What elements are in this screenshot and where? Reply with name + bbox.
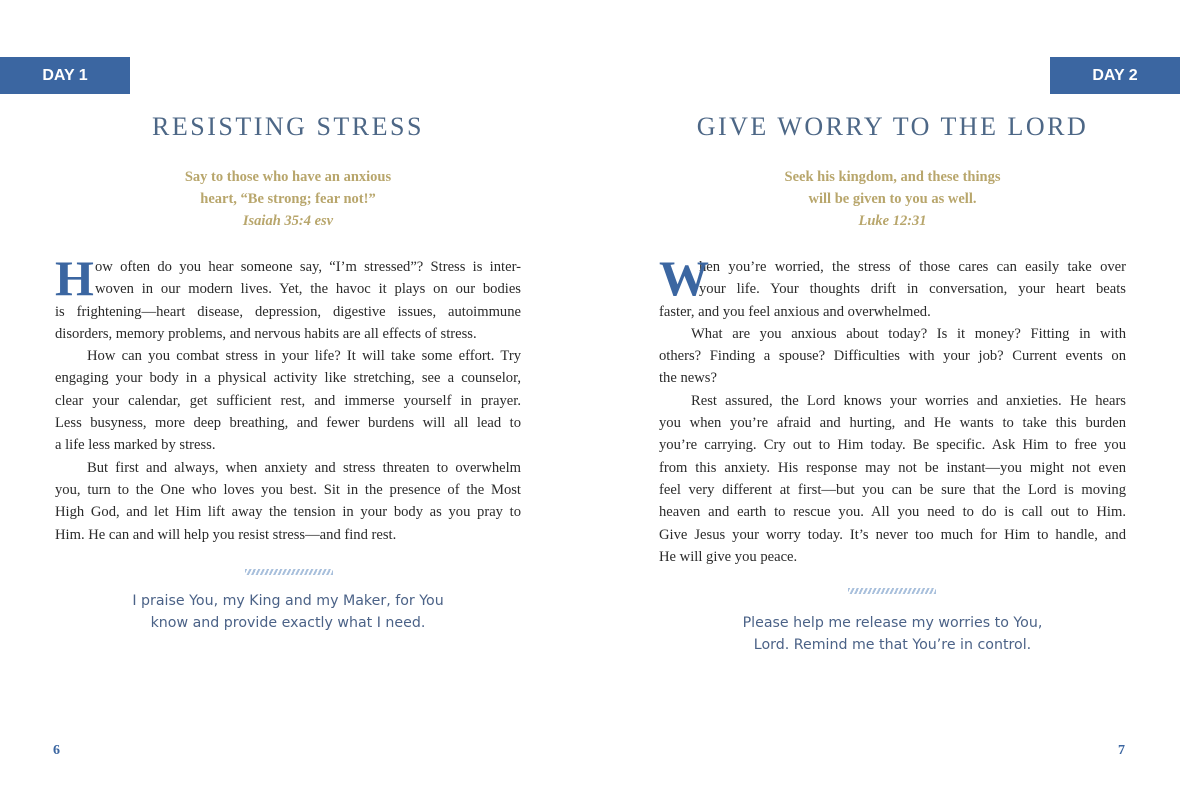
drop-cap: W [659, 250, 709, 306]
scripture-verse [659, 166, 1126, 233]
body-text-line: the news? [659, 370, 717, 387]
body-text-line: you when you’re afraid and hurting, and He wants to take this burden [659, 415, 1126, 432]
body-text-line: He will give you peace. [659, 548, 798, 565]
body-text-line: you’re carrying. Cry out to Him today. Be specific. Ask Him to free you [659, 437, 1126, 454]
body-text-line: faster, and you feel anxious and overwhelmed. [659, 303, 931, 320]
decorative-divider [245, 569, 333, 575]
verse-line: Seek his kingdom, and these things [784, 169, 1001, 185]
day-label: DAY 1 [42, 66, 88, 84]
verse-reference: Isaiah 35:4 esv [242, 213, 334, 230]
body-text-line: a life less marked by stress. [55, 437, 216, 454]
body-text-line: What are you anxious about today? Is it money? Fitting in with [691, 325, 1126, 342]
body-text-line: Give Jesus your worry today. It’s never too much for Him to handle, and [659, 526, 1126, 543]
body-text-line: hen you’re worried, the stress of those cares can easily take over [699, 259, 1126, 275]
prayer-line: know and provide exactly what I need. [150, 615, 426, 632]
page-number: 7 [1118, 743, 1125, 758]
body-text-line: Rest assured, the Lord knows your worries and anxieties. He hears [691, 392, 1126, 409]
scripture-verse [55, 166, 521, 233]
day-1-tab [0, 57, 130, 94]
page-number: 6 [53, 743, 60, 758]
verse-line: heart, “Be strong; fear not!” [200, 191, 376, 208]
body-text-line: ow often do you hear someone say, “I’m stressed”? Stress is inter- [95, 259, 521, 275]
decorative-divider [848, 588, 936, 594]
body-text-line: High God, and let Him lift away the tension in your body as you pray to [55, 504, 521, 521]
body-text-line: How can you combat stress in your life? It will take some effort. Try [87, 348, 521, 365]
devotional-body [55, 250, 521, 546]
day-label: DAY 2 [1092, 66, 1138, 84]
verse-reference: Luke 12:31 [858, 213, 927, 230]
body-text-line: disorders, memory problems, and nervous habits are all effects of stress. [55, 325, 477, 342]
page-title: GIVE WORRY TO THE LORD [696, 112, 1089, 141]
prayer [55, 590, 521, 635]
prayer-line: Lord. Remind me that You’re in control. [753, 637, 1032, 654]
verse-line: Say to those who have an anxious [184, 169, 392, 185]
day-2-tab [1050, 57, 1180, 94]
body-text-line: from this anxiety. His response may not be instant—you might not even [659, 459, 1126, 476]
body-text-line: you, turn to the One who loves you best. Sit in the presence of the Most [55, 481, 521, 498]
body-text-line: But first and always, when anxiety and stress threaten to overwhelm [87, 459, 521, 476]
body-text-line: engaging your body in a physical activity like stretching, see a counselor, [55, 370, 521, 387]
body-text-line: your life. Your thoughts drift in conversation, your heart beats [699, 281, 1126, 298]
prayer [659, 612, 1126, 657]
devotional-body [659, 250, 1126, 568]
body-text-line: heaven and earth to rescue you. All you need to do is call out to Him. [659, 504, 1126, 521]
body-text-line: woven in our modern lives. Yet, the havoc it plays on our bodies [95, 281, 521, 298]
verse-line: will be given to you as well. [808, 191, 977, 208]
body-text-line: feel very different at first—but you can be sure that the Lord is moving [659, 481, 1126, 498]
prayer-line: Please help me release my worries to You, [742, 615, 1043, 631]
body-text-line: Him. He can and will help you resist stress—and find rest. [55, 526, 397, 543]
prayer-line: I praise You, my King and my Maker, for You [132, 593, 444, 609]
drop-cap: H [55, 250, 94, 306]
page-title: RESISTING STRESS [152, 112, 424, 141]
body-text-line: Less busyness, more deep breathing, and fewer burdens will all lead to [55, 415, 521, 432]
body-text-line: others? Finding a spouse? Difficulties with your job? Current events on [659, 348, 1126, 365]
body-text-line: is frightening—heart disease, depression, digestive issues, autoimmune [55, 303, 521, 320]
body-text-line: clear your calendar, get sufficient rest, and immerse yourself in prayer. [55, 392, 521, 409]
